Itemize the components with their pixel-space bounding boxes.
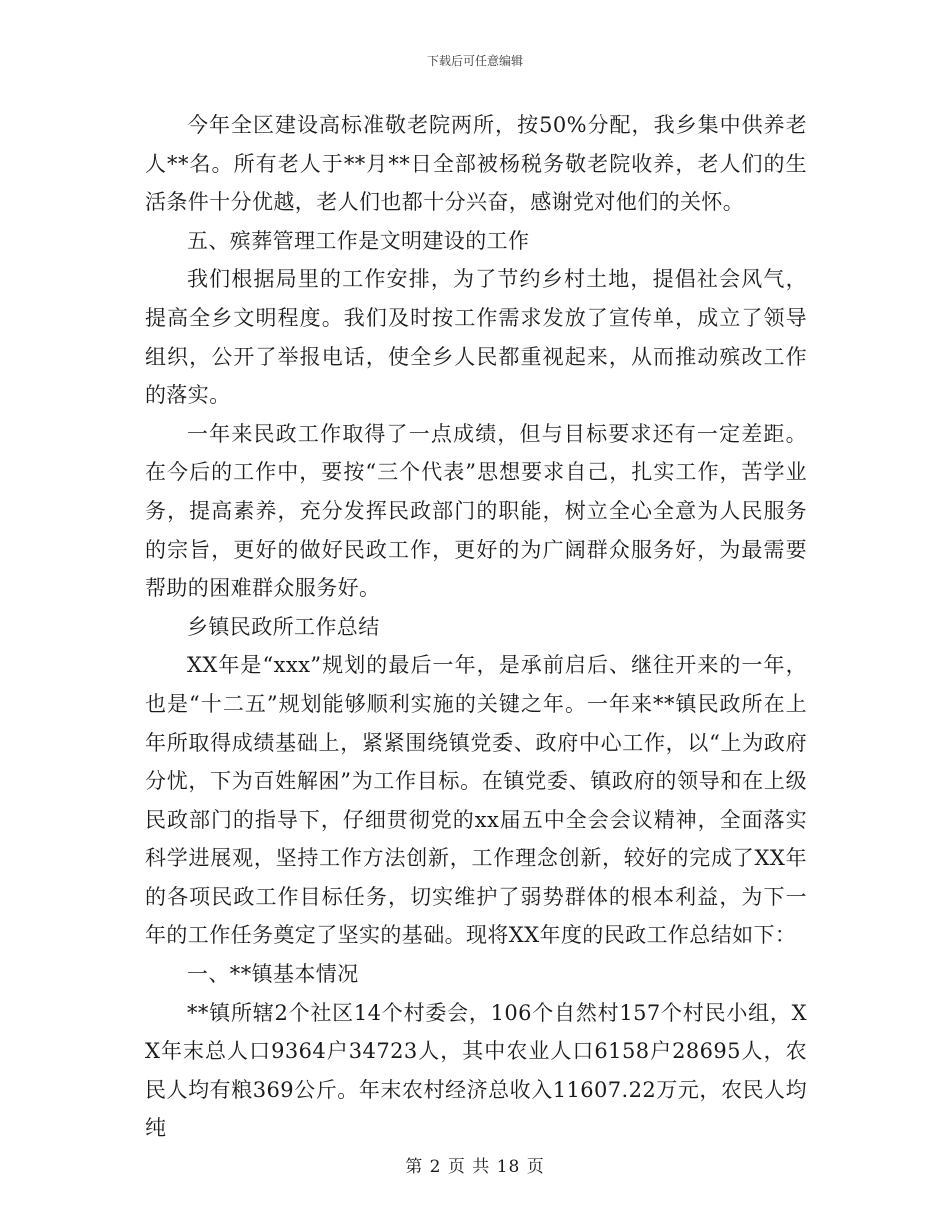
section-heading-funeral-management: 五、殡葬管理工作是文明建设的工作: [187, 228, 530, 253]
paragraph-town-statistics: **镇所辖2个社区14个村委会，106个自然村157个村民小组，XX年末总人口9364户34723人，其中农业人口6158户28695人，农民人均有粮369公斤。年末农村经济总收入11607.22万元，农民人均纯: [145, 1000, 807, 1141]
paragraph-nursing-home: 今年全区建设高标准敬老院两所，按50%分配，我乡集中供养老人**名。所有老人于**月**日全部被杨税务敬老院收养，老人们的生活条件十分优越，老人们也都十分兴奋，感谢党对他们的关怀。: [145, 113, 807, 215]
paragraph-annual-overview: XX年是“xxx”规划的最后一年，是承前启后、继往开来的一年，也是“十二五”规划能够顺利实施的关键之年。一年来**镇民政所在上年所取得成绩基础上，紧紧围绕镇党委、政府中心工作，以“上为政府分忧，下为百姓解困”为工作目标。在镇党委、镇政府的领导和在上级民政部门的指导下，仔细贯彻党的xx届五中全会会议精神，全面落实科学进展观，坚持工作方法创新，工作理念创新，较好的完成了XX年的各项民政工作目标任务，切实维护了弱势群体的根本利益，为下一年的工作任务奠定了坚实的基础。现将XX年度的民政工作总结如下：: [145, 653, 807, 948]
page-header-note: 下载后可任意编辑: [426, 54, 523, 68]
document-subtitle: 乡镇民政所工作总结: [187, 614, 380, 639]
paragraph-funeral-reform: 我们根据局里的工作安排，为了节约乡村土地，提倡社会风气，提高全乡文明程度。我们及时按工作需求发放了宣传单，成立了领导组织，公开了举报电话，使全乡人民都重视起来，从而推动殡改工作的落实。: [145, 267, 807, 408]
section-heading-basic-situation: 一、**镇基本情况: [187, 962, 359, 987]
paragraph-summary-outlook: 一年来民政工作取得了一点成绩，但与目标要求还有一定差距。在今后的工作中，要按“三个代表”思想要求自己，扎实工作，苦学业务，提高素养，充分发挥民政部门的职能，树立全心全意为人民服务的宗旨，更好的做好民政工作，更好的为广阔群众服务好，为最需要帮助的困难群众服务好。: [145, 421, 807, 601]
page-number: 第 2 页 共 18 页: [405, 1157, 545, 1177]
document-body: [145, 106, 807, 1148]
